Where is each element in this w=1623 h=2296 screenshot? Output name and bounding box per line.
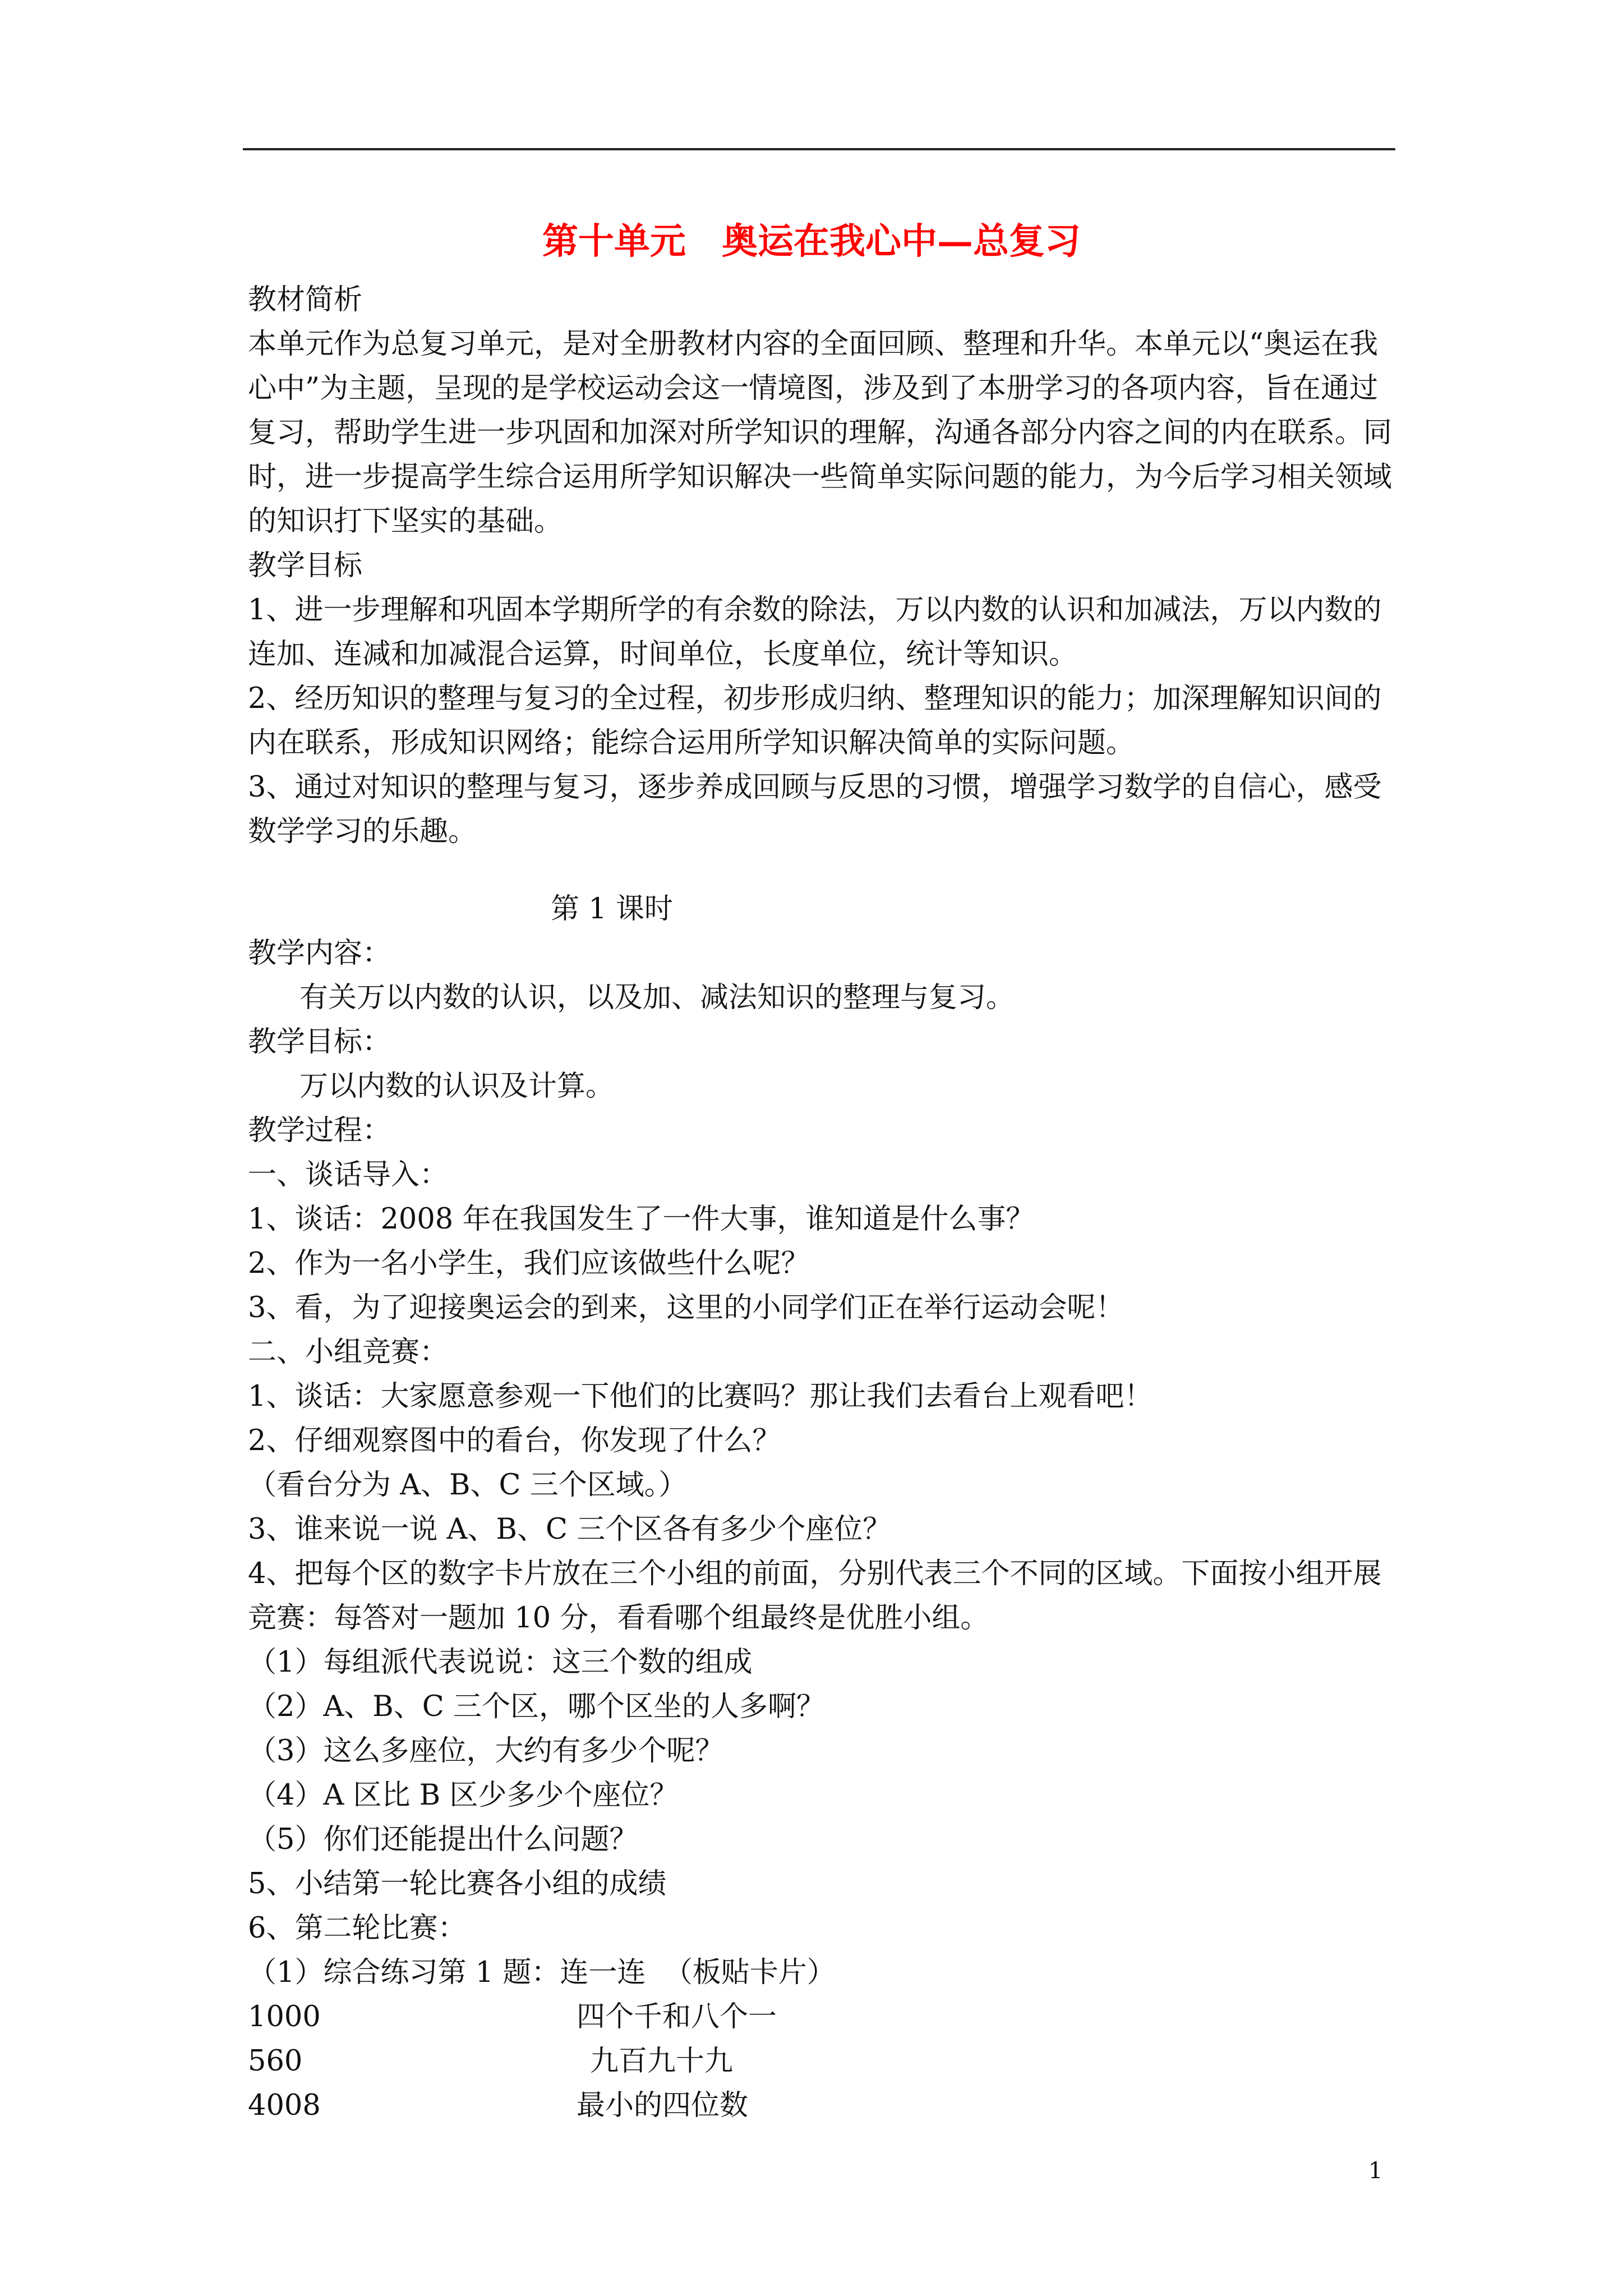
section-heading: 一、谈话导入： bbox=[248, 1158, 449, 1191]
paragraph-line: 3、谁来说一说 A、B、C 三个区各有多少个座位？ bbox=[248, 1513, 892, 1546]
paragraph-line: 数学学习的乐趣。 bbox=[248, 815, 477, 848]
header-rule bbox=[243, 148, 1395, 150]
matching-words: 九百九十九 bbox=[590, 2045, 734, 2078]
paragraph-line: 复习，帮助学生进一步巩固和加深对所学知识的理解，沟通各部分内容之间的内在联系。同 bbox=[248, 416, 1393, 449]
paragraph-line: 时，进一步提高学生综合运用所学知识解决一些简单实际问题的能力，为今后学习相关领域 bbox=[248, 461, 1393, 494]
paragraph-line: 的知识打下坚实的基础。 bbox=[248, 505, 563, 538]
matching-number: 560 bbox=[248, 2045, 303, 2078]
paragraph-line: 本单元作为总复习单元，是对全册教材内容的全面回顾、整理和升华。本单元以“奥运在我 bbox=[248, 328, 1378, 361]
paragraph-line: 1、谈话：大家愿意参观一下他们的比赛吗？那让我们去看台上观看吧！ bbox=[248, 1380, 1153, 1413]
paragraph-line: 1、谈话：2008 年在我国发生了一件大事，谁知道是什么事？ bbox=[248, 1203, 1035, 1236]
matching-words: 最小的四位数 bbox=[577, 2089, 749, 2122]
paragraph-line: 有关万以内数的认识，以及加、减法知识的整理与复习。 bbox=[299, 981, 1015, 1014]
paragraph-line: 6、第二轮比赛： bbox=[248, 1912, 467, 1945]
paragraph-line: （5）你们还能提出什么问题？ bbox=[248, 1823, 638, 1856]
section-heading: 教材简析 bbox=[248, 283, 363, 316]
paragraph-line: 心中”为主题，呈现的是学校运动会这一情境图，涉及到了本册学习的各项内容，旨在通过 bbox=[248, 372, 1378, 405]
paragraph-line: 连加、连减和加减混合运算，时间单位，长度单位，统计等知识。 bbox=[248, 638, 1078, 671]
matching-words: 四个千和八个一 bbox=[577, 2000, 777, 2033]
section-heading: 教学目标： bbox=[248, 1025, 391, 1059]
paragraph-line: 万以内数的认识及计算。 bbox=[299, 1070, 615, 1103]
paragraph-line: 1、进一步理解和巩固本学期所学的有余数的除法，万以内数的认识和加减法，万以内数的 bbox=[248, 593, 1382, 627]
paragraph-line: 内在联系，形成知识网络；能综合运用所学知识解决简单的实际问题。 bbox=[248, 726, 1135, 760]
paragraph-line: （1）综合练习第 1 题：连一连 （板贴卡片） bbox=[248, 1956, 836, 1989]
paragraph-line: 3、看，为了迎接奥运会的到来，这里的小同学们正在举行运动会呢！ bbox=[248, 1291, 1124, 1324]
page-title: 第十单元 奥运在我心中—总复习 bbox=[542, 220, 1081, 263]
lesson-heading: 第 1 课时 bbox=[551, 892, 673, 926]
paragraph-line: （1）每组派代表说说：这三个数的组成 bbox=[248, 1646, 753, 1679]
paragraph-line: （2）A、B、C 三个区，哪个区坐的人多啊？ bbox=[248, 1690, 825, 1723]
section-heading: 二、小组竞赛： bbox=[248, 1336, 449, 1369]
section-heading: 教学过程： bbox=[248, 1114, 391, 1147]
paragraph-line: （4）A 区比 B 区少多少个座位？ bbox=[248, 1779, 679, 1812]
matching-number: 4008 bbox=[248, 2089, 321, 2122]
paragraph-line: 3、通过对知识的整理与复习，逐步养成回顾与反思的习惯，增强学习数学的自信心，感受 bbox=[248, 771, 1382, 804]
paragraph-line: 2、仔细观察图中的看台，你发现了什么？ bbox=[248, 1424, 781, 1457]
section-heading: 教学内容： bbox=[248, 937, 391, 970]
section-heading: 教学目标 bbox=[248, 549, 363, 582]
matching-number: 1000 bbox=[248, 2000, 321, 2033]
paragraph-line: 5、小结第一轮比赛各小组的成绩 bbox=[248, 1867, 667, 1901]
paragraph-line: 竞赛：每答对一题加 10 分，看看哪个组最终是优胜小组。 bbox=[248, 1602, 989, 1635]
page-number: 1 bbox=[1368, 2158, 1383, 2184]
paragraph-line: 4、把每个区的数字卡片放在三个小组的前面，分别代表三个不同的区域。下面按小组开展 bbox=[248, 1557, 1382, 1590]
paragraph-line: （3）这么多座位，大约有多少个呢？ bbox=[248, 1734, 724, 1768]
paragraph-line: 2、经历知识的整理与复习的全过程，初步形成归纳、整理知识的能力；加深理解知识间的 bbox=[248, 682, 1382, 715]
paragraph-line: 2、作为一名小学生，我们应该做些什么呢？ bbox=[248, 1247, 810, 1280]
paragraph-line: （看台分为 A、B、C 三个区域。） bbox=[248, 1469, 688, 1502]
